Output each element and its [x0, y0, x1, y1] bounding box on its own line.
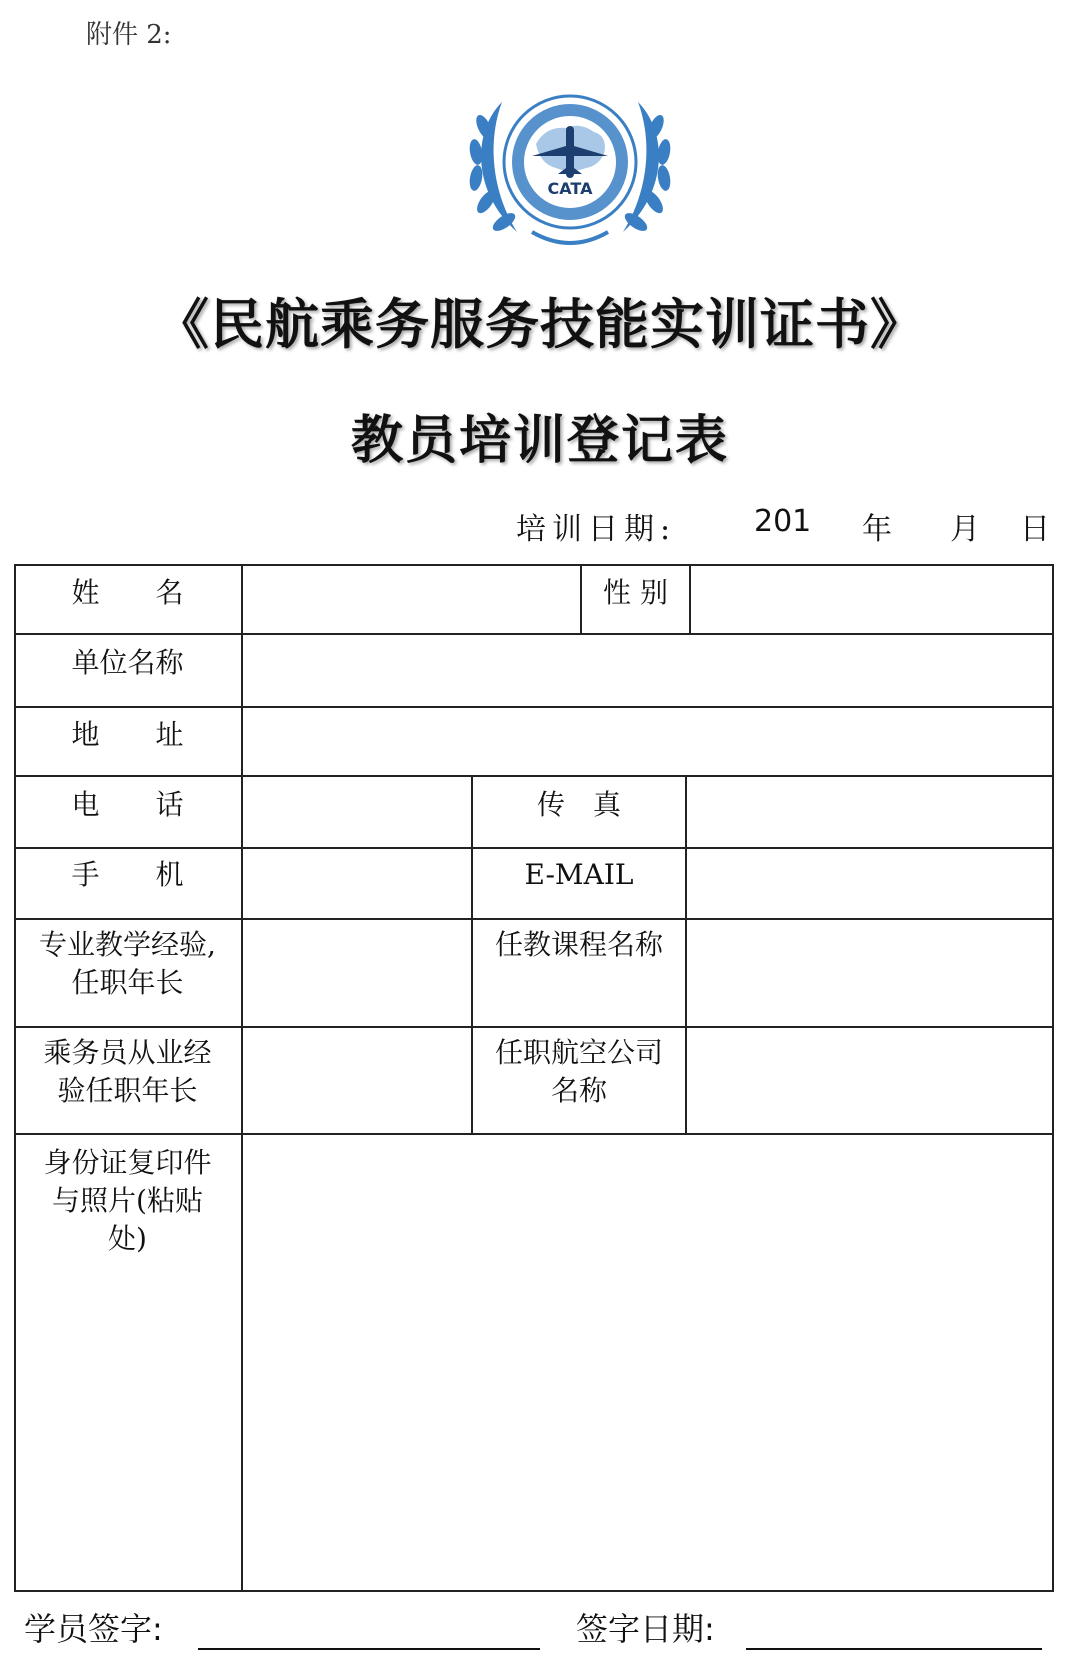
- student-signature-label: 学员签字:: [24, 1610, 163, 1648]
- organization-input[interactable]: [243, 635, 1052, 706]
- signature-date-label: 签字日期:: [576, 1610, 715, 1648]
- month-unit: 月: [950, 512, 980, 547]
- teaching-experience-input[interactable]: [243, 920, 471, 1026]
- id-photo-label-line1: 身份证复印件: [43, 1146, 212, 1179]
- attendant-experience-label-line1: 乘务员从业经: [43, 1036, 212, 1069]
- mobile-label: 手 机: [71, 858, 184, 891]
- id-photo-paste-area[interactable]: [243, 1135, 1052, 1590]
- attendant-experience-label-line2: 验任职年长: [57, 1074, 198, 1107]
- name-label: 姓 名: [71, 576, 184, 609]
- gender-label: 性 别: [603, 576, 668, 609]
- address-input[interactable]: [243, 708, 1052, 775]
- attachment-label: 附件 2:: [86, 20, 172, 50]
- day-unit: 日: [1020, 512, 1050, 547]
- id-photo-label-line3: 处): [108, 1222, 147, 1255]
- phone-label: 电 话: [71, 788, 184, 821]
- year-unit: 年: [862, 512, 892, 547]
- training-date-label: 培训日期:: [516, 512, 677, 547]
- email-label: E-MAIL: [524, 858, 634, 891]
- address-label: 地 址: [71, 718, 184, 751]
- certificate-title: 《民航乘务服务技能实训证书》: [155, 293, 925, 356]
- cata-logo-icon: [462, 82, 678, 250]
- airline-name-input[interactable]: [687, 1028, 1052, 1133]
- teaching-experience-label: [14, 926, 241, 1002]
- id-photo-label: [14, 1144, 241, 1258]
- email-input[interactable]: [687, 849, 1052, 918]
- attendant-experience-input[interactable]: [243, 1028, 471, 1133]
- course-name-input[interactable]: [687, 920, 1052, 1026]
- airline-name-label: [473, 1034, 685, 1110]
- mobile-input[interactable]: [243, 849, 471, 918]
- gender-input[interactable]: [691, 566, 1052, 633]
- svg-text:CATA: CATA: [547, 179, 593, 198]
- phone-input[interactable]: [243, 777, 471, 847]
- course-name-label: 任教课程名称: [494, 928, 663, 961]
- signature-date-line[interactable]: [746, 1648, 1042, 1650]
- student-signature-line[interactable]: [198, 1648, 540, 1650]
- id-photo-label-line2: 与照片(粘贴: [52, 1184, 203, 1217]
- organization-label: 单位名称: [71, 646, 184, 679]
- teaching-experience-label-line1: 专业教学经验,: [39, 928, 216, 961]
- teaching-experience-label-line2: 任职年长: [71, 966, 184, 999]
- name-input[interactable]: [243, 566, 580, 633]
- attendant-experience-label: [14, 1034, 241, 1110]
- airline-name-label-line2: 名称: [550, 1074, 607, 1107]
- airline-name-label-line1: 任职航空公司: [494, 1036, 663, 1069]
- laurel-ribbon-icon: [532, 232, 608, 243]
- training-date-year: 201: [754, 504, 812, 539]
- form-subtitle: 教员培训登记表: [350, 411, 729, 471]
- fax-input[interactable]: [687, 777, 1052, 847]
- registration-form-table: [14, 564, 1054, 1592]
- fax-label: 传 真: [536, 788, 621, 821]
